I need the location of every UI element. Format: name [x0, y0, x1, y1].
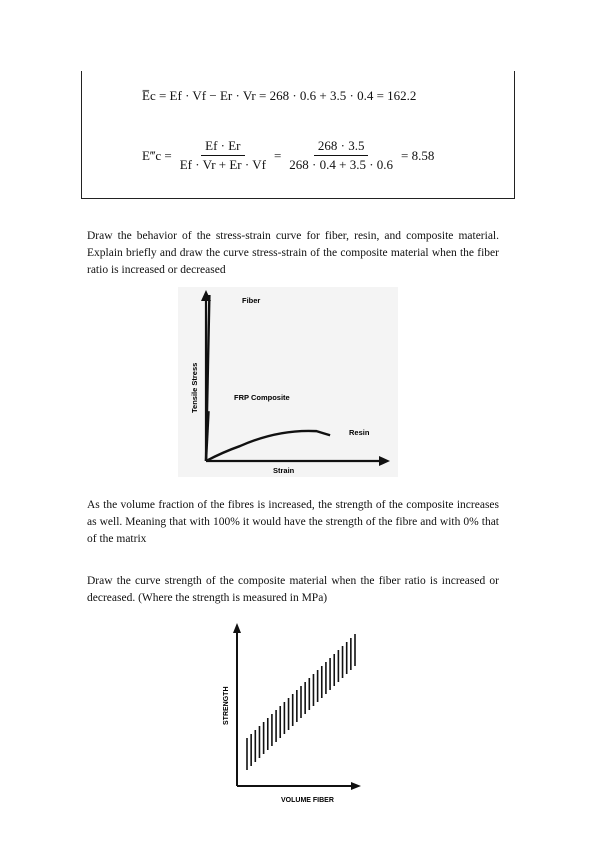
y-axis-label: Tensile Stress: [190, 362, 199, 413]
label-fiber: Fiber: [242, 296, 261, 305]
strength-bars: [247, 634, 355, 770]
eq2-fraction-numeric: [285, 138, 397, 173]
stress-strain-chart: [178, 287, 398, 477]
label-frp-composite: FRP Composite: [234, 393, 290, 402]
eq2-fraction-numeric-numerator: 268 · 3.5: [314, 138, 369, 156]
chart-background: [178, 287, 398, 477]
eq2-equals: =: [273, 147, 282, 163]
x-axis-arrow: [351, 782, 361, 790]
eq2-result: = 8.58: [401, 147, 435, 163]
question-paragraph-3: Draw the curve strength of the composite material when the fiber ratio is increased or decreased. (Where the strength is measured in MPa): [87, 575, 499, 604]
question-paragraph-1: Draw the behavior of the stress-strain curve for fiber, resin, and composite material. Explain briefly and draw the curve stress-strain of the composite material when the fiber ratio is increased or decreased: [87, 230, 499, 276]
y-axis-arrow: [233, 623, 241, 633]
eq2-fraction-symbolic-denominator: Ef · Vr + Er · Vf: [179, 157, 266, 172]
equation-longitudinal-modulus: E̅c = Ef · Vf − Er · Vr = 268 · 0.6 + 3.5 · 0.4 = 162.2: [142, 88, 417, 103]
eq2-lhs: E‴c =: [142, 147, 172, 163]
eq2-fraction-symbolic-numerator: Ef · Er: [201, 138, 244, 156]
x-axis-label: Strain: [273, 466, 295, 475]
answer-paragraph-2: As the volume fraction of the fibres is increased, the strength of the composite increases as well. Meaning that with 100% it would have the strength of the fibre and with 0% that of the matrix: [87, 499, 499, 545]
formula-box: [81, 71, 515, 199]
y-axis-label: STRENGTH: [223, 686, 230, 725]
label-resin: Resin: [349, 428, 370, 437]
eq2-fraction-numeric-denominator: 268 · 0.4 + 3.5 · 0.6: [289, 157, 394, 172]
strength-volume-fiber-chart: [213, 620, 365, 806]
x-axis-label: VOLUME FIBER: [281, 797, 334, 804]
equation-transverse-modulus: [142, 138, 434, 173]
eq2-fraction-symbolic: [176, 138, 270, 173]
